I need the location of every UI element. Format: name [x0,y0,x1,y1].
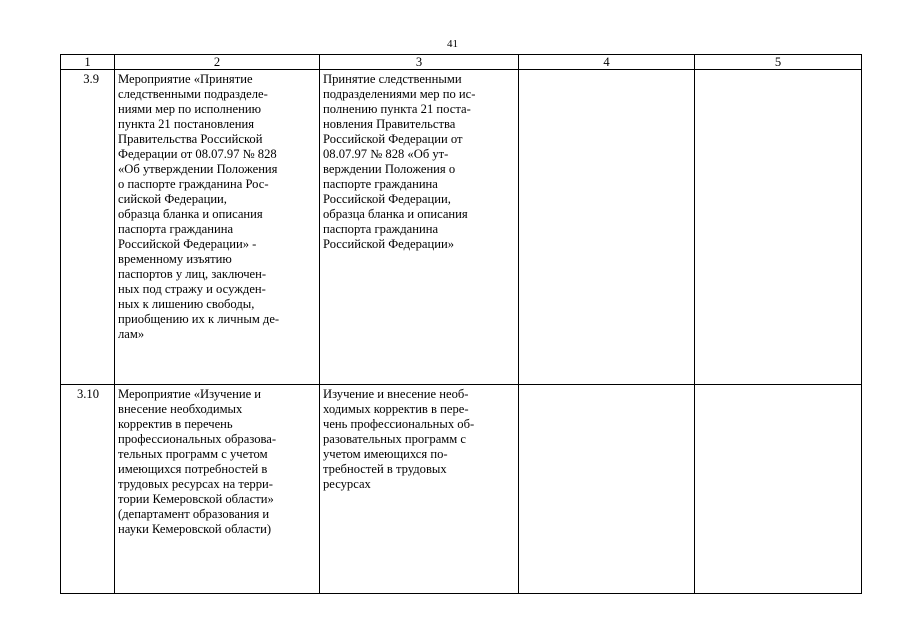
text-line: Принятие следственными [323,72,462,86]
measure-description [115,385,320,594]
text-line: трудовых ресурсах на терри- [118,477,273,491]
item-number: 3.10 [61,385,115,594]
empty-cell [519,70,695,385]
column-header: 3 [320,55,519,70]
text-line: о паспорте гражданина Рос- [118,177,269,191]
text-line: «Об утверждении Положения [118,162,278,176]
column-header: 4 [519,55,695,70]
text-line: Российской Федерации, [323,192,451,206]
column-header: 5 [695,55,862,70]
text-line: Правительства Российской [118,132,263,146]
column-header: 2 [115,55,320,70]
text-line: имеющихся потребностей в [118,462,268,476]
text-line: ходимых корректив в пере- [323,402,469,416]
text-line: корректив в перечень [118,417,233,431]
text-line: ных к лишению свободы, [118,297,255,311]
text-line: паспорта гражданина [323,222,439,236]
text-line: полнению пункта 21 поста- [323,102,471,116]
column-header: 1 [61,55,115,70]
table-row [61,70,862,385]
text-line: ниями мер по исполнению [118,102,262,116]
item-number: 3.9 [61,70,115,385]
text-line: Мероприятие «Изучение и [118,387,262,401]
measure-content [320,385,519,594]
text-line: внесение необходимых [118,402,243,416]
text-line: профессиональных образова- [118,432,277,446]
text-line: требностей в трудовых [323,462,447,476]
measure-description [115,70,320,385]
table-header-row [61,55,862,70]
text-line: временному изъятию [118,252,232,266]
text-line: сийской Федерации, [118,192,227,206]
text-line: (департамент образования и [118,507,270,521]
text-line: верждении Положения о [323,162,456,176]
text-line: подразделениями мер по ис- [323,87,476,101]
text-line: паспорте гражданина [323,177,438,191]
text-line: ресурсах [323,477,371,491]
text-line: разовательных программ с [323,432,466,446]
text-line: Российской Федерации от [323,132,463,146]
text-line: науки Кемеровской области) [118,522,272,536]
text-line: лам» [118,327,145,341]
text-line: Федерации от 08.07.97 № 828 [118,147,277,161]
measures-table [60,54,862,594]
text-line: следственными подразделе- [118,87,268,101]
empty-cell [695,385,862,594]
text-line: Мероприятие «Принятие [118,72,253,86]
text-line: образца бланка и описания [118,207,263,221]
empty-cell [519,385,695,594]
text-line: Изучение и внесение необ- [323,387,469,401]
measure-content [320,70,519,385]
empty-cell [695,70,862,385]
text-line: учетом имеющихся по- [323,447,448,461]
text-line: паспорта гражданина [118,222,234,236]
text-line: тории Кемеровской области» [118,492,274,506]
text-line: чень профессиональных об- [323,417,475,431]
text-line: приобщению их к личным де- [118,312,280,326]
text-line: паспортов у лиц, заключен- [118,267,267,281]
text-line: Российской Федерации» - [118,237,257,251]
text-line: пункта 21 постановления [118,117,255,131]
text-line: Российской Федерации» [323,237,454,251]
page-number: 41 [447,38,458,50]
text-line: тельных программ с учетом [118,447,268,461]
table-row [61,385,862,594]
text-line: образца бланка и описания [323,207,468,221]
text-line: новления Правительства [323,117,456,131]
text-line: 08.07.97 № 828 «Об ут- [323,147,449,161]
text-line: ных под стражу и осужден- [118,282,266,296]
